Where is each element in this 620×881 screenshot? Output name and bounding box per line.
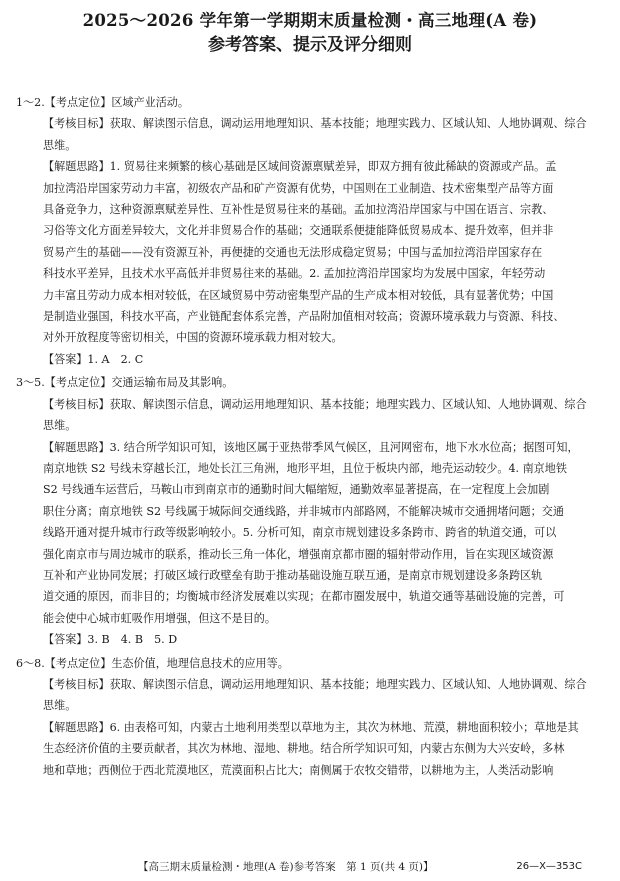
answer-tag: 【答案】 [43,633,88,647]
kaodian-line [16,372,596,393]
silu-line: 职住分离；南京地铁 S2 号线属于城际间交通线路，并非城市内部路网，不能解决城市交通拥堵问题；交通 [43,504,564,518]
section-1-2 [16,92,596,370]
mubiao-para [43,394,596,437]
page-header [0,0,620,57]
answer-text: 3. B 4. B 5. D [87,633,178,647]
silu-line: 南京地铁 S2 号线未穿越长江，地处长江三角洲，地形平坦，且位于板块内部，地壳运动较少。4. 南京地铁 [43,461,567,475]
kaodian-text: 生态价值，地理信息技术的应用等。 [111,656,289,670]
answer-tag: 【答案】 [43,352,88,366]
silu-line: 强化南京市与周边城市的联系，推动长三角一体化，增强南京都市圈的辐射带动作用，旨在实现区域资源 [43,547,554,561]
question-range: 3～5. [16,376,45,390]
section-6-8 [16,653,596,781]
silu-line: 【解题思路】3. 结合所学知识可知，该地区属于亚热带季风气候区，且河网密布，地下水水位高；据图可知， [43,440,579,454]
silu-line: 能会使中心城市虹吸作用增强，但这不是目的。 [43,611,276,625]
kaodian-tag: 【考点定位】 [44,376,112,390]
silu-para [43,717,596,781]
silu-para [43,156,596,349]
answer-line [43,629,596,650]
mubiao-line: 思维。 [43,138,77,152]
answer-text: 1. A 2. C [87,352,144,366]
answer-line [43,349,596,370]
silu-line: 习俗等文化方面差异较大，文化并非贸易合作的基础；交通联系便捷能降低贸易成本、提升效率，但并非 [43,224,554,238]
silu-tag: 【解题思路】 [43,440,110,454]
silu-line: 是制造业强国，科技水平高，产业链配套体系完善，产品附加值相对较高；资源环境承载力与资源、科技、 [43,310,565,324]
silu-line: S2 号线通车运营后，马鞍山市到南京市的通勤时间大幅缩短，通勤效率显著提高，在一定程度上会加剧 [43,483,550,497]
question-range: 1～2. [16,96,45,109]
page-footer [0,858,620,876]
silu-tag: 【解题思路】 [43,720,110,734]
mubiao-tag: 【考核目标】 [43,677,110,691]
mubiao-line: 【考核目标】获取、解读图示信息，调动运用地理知识、基本技能；地理实践力、区域认知、人地协调观、综合 [43,117,587,131]
mubiao-para [43,674,596,717]
kaodian-line [16,92,596,113]
footer-code: 26—X—353C [516,861,582,872]
mubiao-line: 思维。 [43,419,77,433]
silu-line: 科技水平差异，且技术水平高低并非贸易往来的基础。2. 孟加拉湾沿岸国家均为发展中国家，年轻劳动 [43,267,546,281]
silu-line: 力丰富且劳动力成本相对较低，在区域贸易中劳动密集型产品的生产成本相对较低，具有显著优势；中国 [43,288,554,302]
silu-line: 线路开通对提升城市行政等级影响较小。5. 分析可知，南京市规划建设多条跨市、跨省的轨道交通，可以 [43,526,557,540]
silu-line: 具备竞争力，这种资源禀赋差异性、互补性是贸易往来的基础。孟加拉湾沿岸国家与中国在语言、宗教、 [43,203,554,217]
mubiao-para [43,113,596,156]
kaodian-tag: 【考点定位】 [44,656,112,670]
silu-line: 【解题思路】1. 贸易往来频繁的核心基础是区域间资源禀赋差异，即双方拥有彼此稀缺的资源或产品。孟 [43,160,557,174]
mubiao-line: 思维。 [43,699,77,713]
silu-tag: 【解题思路】 [43,160,110,174]
answer-content [16,92,596,783]
silu-para [43,437,596,630]
silu-line: 地和草地；西侧位于西北荒漠地区，荒漠面积占比大；南侧属于农牧交错带，以耕地为主，人类活动影响 [43,763,554,777]
silu-line: 对外开放程度等密切相关，中国的资源环境承载力相对较大。 [43,331,343,345]
silu-line: 加拉湾沿岸国家劳动力丰富，初级农产品和矿产资源有优势，中国则在工业制造、技术密集型产品等方面 [43,181,554,195]
silu-line: 生态经济价值的主要贡献者，其次为林地、湿地、耕地。结合所学知识可知，内蒙古东侧为大兴安岭，多林 [43,742,565,756]
mubiao-line: 【考核目标】获取、解读图示信息，调动运用地理知识、基本技能；地理实践力、区域认知、人地协调观、综合 [43,677,587,691]
mubiao-tag: 【考核目标】 [43,117,110,131]
question-range: 6～8. [16,656,45,670]
silu-line: 【解题思路】6. 由表格可知，内蒙古土地利用类型以草地为主，其次为林地、荒漠，耕地面积较小；草地是其 [43,720,579,734]
mubiao-tag: 【考核目标】 [43,397,110,411]
kaodian-line [16,653,596,674]
footer-page-info: 【高三期末质量检测・地理(A 卷)参考答案 第 1 页(共 4 页)】 [138,861,434,873]
page-title: 2025～2026 学年第一学期期末质量检测・高三地理(A 卷) [82,11,538,30]
kaodian-tag: 【考点定位】 [44,96,112,109]
silu-line: 贸易产生的基础——没有资源互补，再便捷的交通也无法形成稳定贸易；中国与孟加拉湾沿岸国家存在 [43,245,543,259]
silu-line: 道交通的原因，而非目的；均衡城市经济发展难以实现；在都市圈发展中，轨道交通等基础设施的完善，可 [43,590,565,604]
page-subtitle: 参考答案、提示及评分细则 [208,35,412,55]
kaodian-text: 交通运输布局及其影响。 [111,376,234,390]
mubiao-line: 【考核目标】获取、解读图示信息，调动运用地理知识、基本技能；地理实践力、区域认知、人地协调观、综合 [43,397,587,411]
section-3-5 [16,372,596,650]
kaodian-text: 区域产业活动。 [111,96,189,109]
silu-line: 互补和产业协同发展；打破区域行政壁垒有助于推动基础设施互联互通，是南京市规划建设多条跨区轨 [43,568,543,582]
